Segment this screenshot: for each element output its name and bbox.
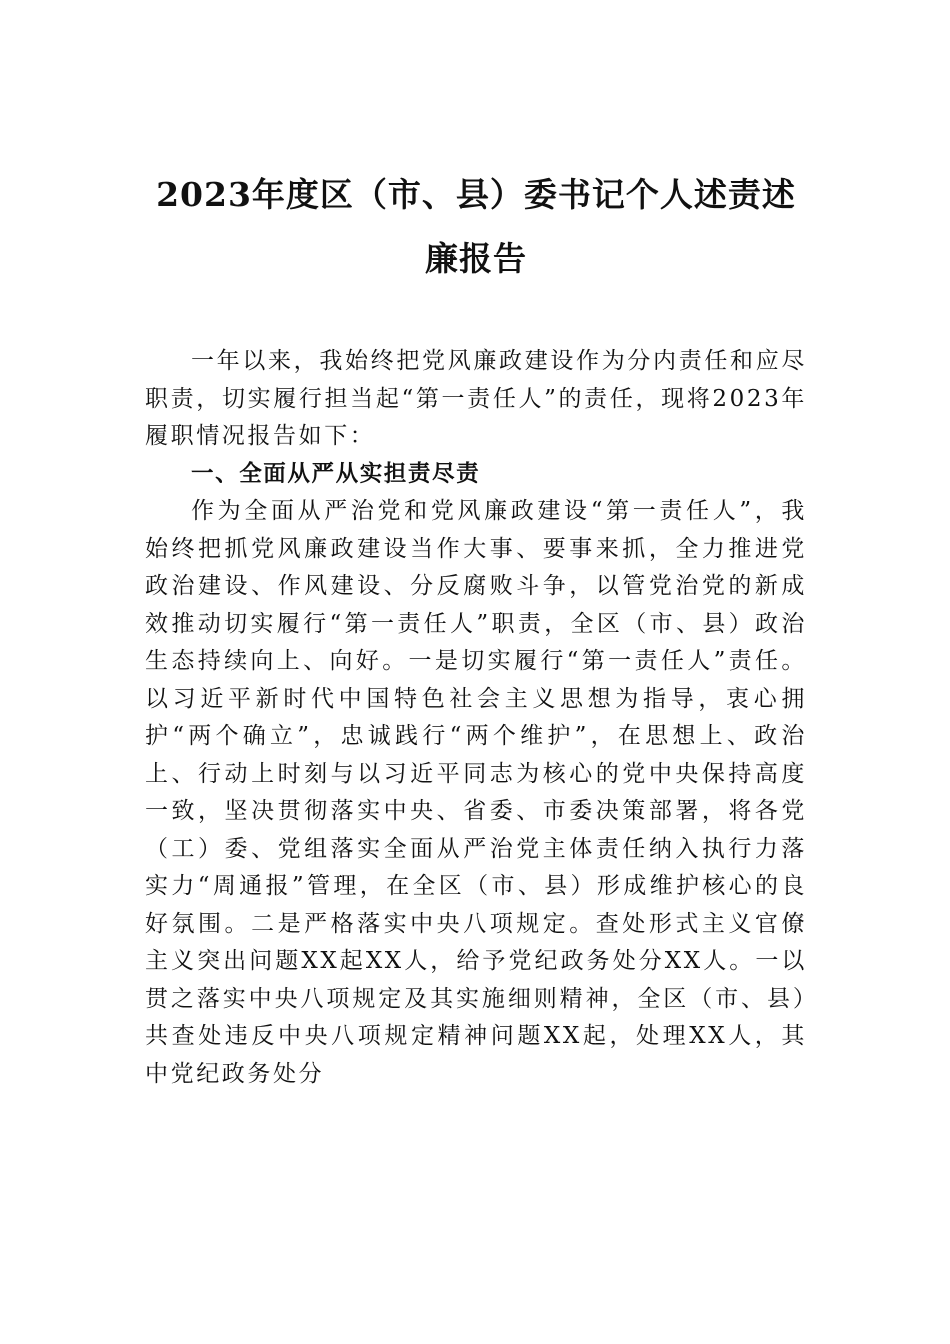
intro-paragraph: 一年以来，我始终把党风廉政建设作为分内责任和应尽职责，切实履行担当起“第一责任人”的责任，现将2023年履职情况报告如下：: [145, 348, 807, 449]
document-title: 2023年度区（市、县）委书记个人述责述廉报告: [156, 175, 796, 278]
section-heading: 一、全面从严从实担责尽责: [191, 460, 481, 487]
section-paragraph: 作为全面从严治党和党风廉政建设“第一责任人”，我始终把抓党风廉政建设当作大事、要事来抓，全力推进党政治建设、作风建设、分反腐败斗争，以管党治党的新成效推动切实履行“第一责任人”职责，全区（市、县）政治生态持续向上、向好。一是切实履行“第一责任人”责任。以习近平新时代中国特色社会主义思想为指导，衷心拥护“两个确立”，忠诚践行“两个维护”，在思想上、政治上、行动上时刻与以习近平同志为核心的党中央保持高度一致，坚决贯彻落实中央、省委、市委决策部署，将各党（工）委、党组落实全面从严治党主体责任纳入执行力落实力“周通报”管理，在全区（市、县）形成维护核心的良好氛围。二是严格落实中央八项规定。查处形式主义官僚主义突出问题XX起XX人，给予党纪政务处分XX人。一以贯之落实中央八项规定及其实施细则精神，全区（市、县）共查处违反中央八项规定精神问题XX起，处理XX人，其中党纪政务处分: [145, 498, 807, 1087]
document-body: [145, 343, 807, 1093]
